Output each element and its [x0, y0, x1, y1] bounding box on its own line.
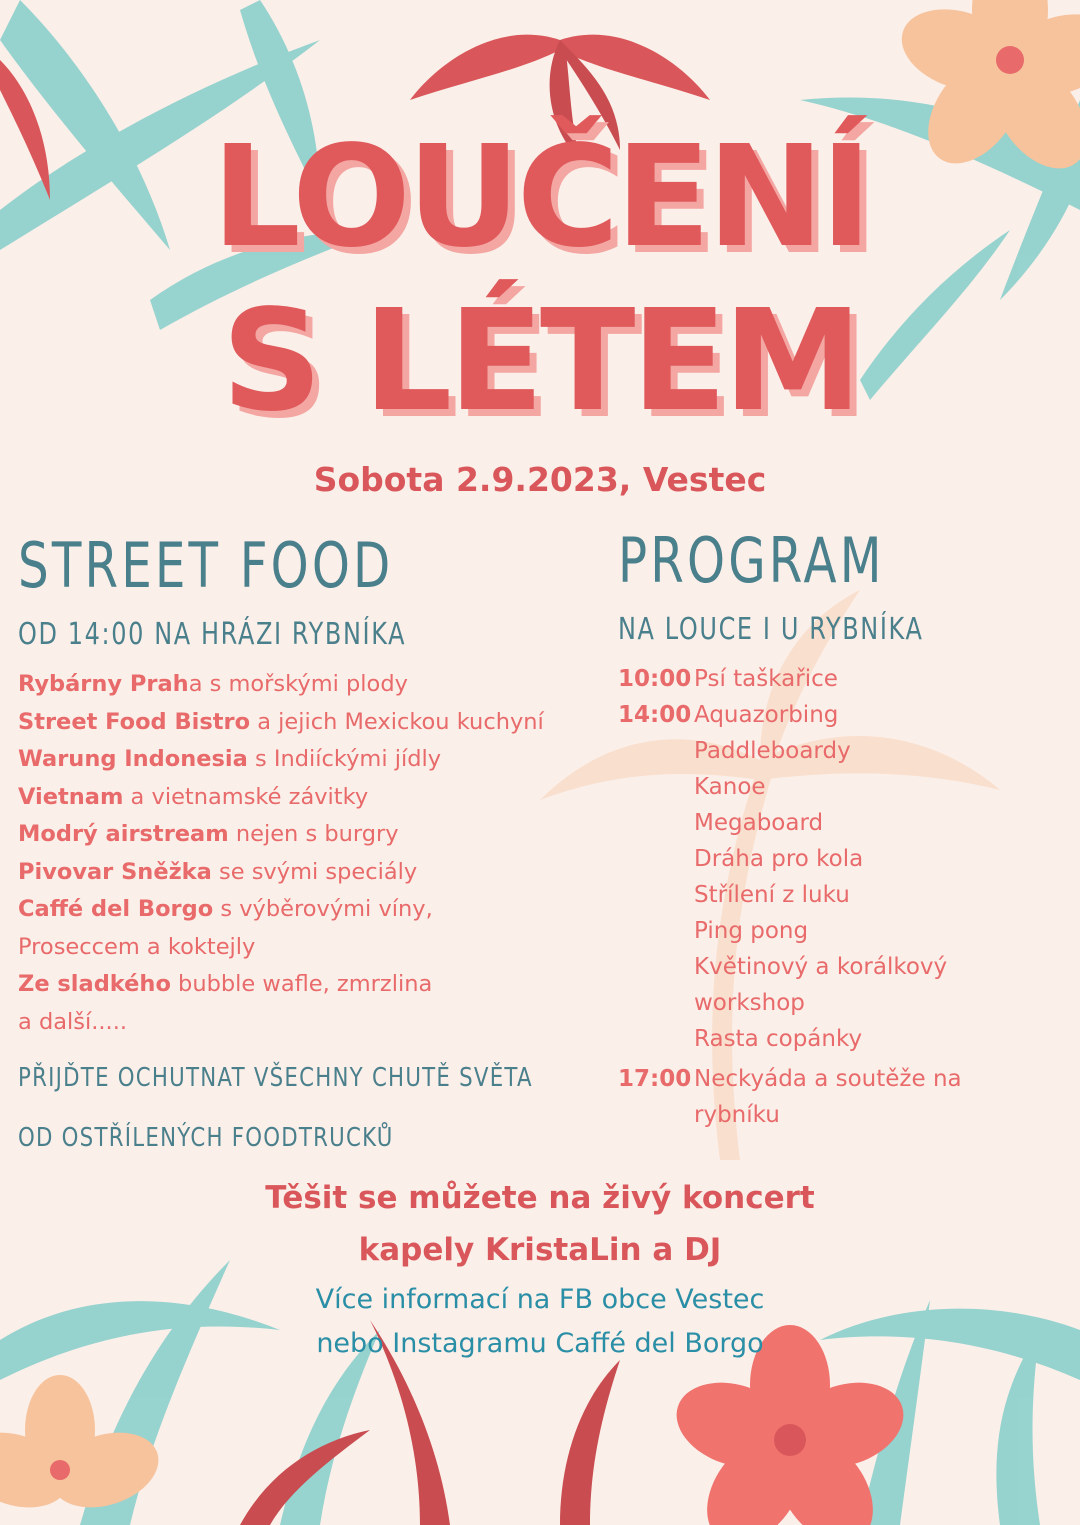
street-food-section — [18, 525, 598, 1161]
program-section — [618, 520, 1058, 1133]
program-item — [618, 1097, 1058, 1133]
program-item — [618, 949, 1058, 985]
title-line-1: LOUČENÍ — [211, 116, 869, 279]
program-time — [618, 985, 694, 1021]
program-activity: Rasta copánky — [694, 1026, 863, 1052]
vendor-desc: a jejich Mexickou kuchyní — [250, 708, 544, 735]
vendor-name: Pivovar Sněžka — [18, 858, 212, 885]
program-item — [618, 697, 1058, 733]
vendor-desc: Proseccem a koktejly — [18, 933, 256, 960]
program-item — [618, 985, 1058, 1021]
title-line-2: S LÉTEM — [221, 280, 859, 443]
program-item — [618, 661, 1058, 697]
vendor-desc: nejen s burgry — [228, 821, 399, 847]
program-activity: Ping pong — [694, 918, 809, 944]
vendor-item — [18, 741, 598, 779]
program-activity: Střílení z luku — [694, 882, 850, 908]
program-time — [618, 805, 694, 841]
vendor-name: Caffé del Borgo — [18, 896, 214, 922]
program-item — [618, 733, 1058, 769]
program-activity: Kanoe — [694, 774, 766, 800]
vendor-desc: a vietnamské závitky — [123, 783, 369, 810]
program-item — [618, 1061, 1058, 1097]
program-item — [618, 913, 1058, 949]
vendor-item — [18, 816, 598, 854]
vendor-desc: s Indiíckými jídly — [247, 746, 442, 772]
vendor-item — [18, 779, 598, 817]
concert-line-2: kapely KristaLin a DJ — [358, 1232, 722, 1268]
program-time — [618, 769, 694, 805]
vendor-name: Modrý airstream — [18, 821, 229, 847]
program-time — [618, 877, 694, 913]
program-item — [618, 769, 1058, 805]
street-food-tagline-1: PŘIJĎTE OCHUTNAT VŠECHNY CHUTĚ SVĚTA — [18, 1063, 533, 1093]
program-activity: rybníku — [694, 1102, 780, 1128]
program-time: 10:00 — [618, 666, 692, 692]
vendor-name: Rybárny Prah — [18, 671, 189, 697]
info-line-1: Více informací na FB obce Vestec — [315, 1284, 765, 1315]
program-activity: Dráha pro kola — [694, 846, 864, 872]
program-time — [618, 949, 694, 985]
program-item — [618, 1021, 1058, 1057]
program-activity: Psí taškařice — [694, 666, 838, 692]
vendor-desc: a další..... — [18, 1008, 127, 1035]
vendor-desc: s výběrovými víny, — [213, 896, 433, 922]
program-list — [618, 661, 1058, 1133]
vendor-desc: se svými speciály — [211, 858, 418, 885]
program-activity: Neckyáda a soutěže na — [694, 1066, 962, 1092]
program-time — [618, 733, 694, 769]
program-time: 14:00 — [618, 702, 692, 728]
vendor-item — [18, 891, 598, 929]
program-time — [618, 913, 694, 949]
vendor-name: Street Food Bistro — [18, 708, 251, 735]
vendor-item — [18, 854, 598, 892]
program-item — [618, 841, 1058, 877]
event-date-place: Sobota 2.9.2023, Vestec — [313, 460, 767, 499]
program-activity: Květinový a korálkový — [694, 954, 948, 980]
vendor-list — [18, 666, 598, 1041]
vendor-item — [18, 929, 598, 967]
program-activity: workshop — [694, 990, 805, 1016]
vendor-desc: bubble wafle, zmrzlina — [170, 971, 433, 997]
program-activity: Aquazorbing — [694, 702, 839, 728]
program-activity: Paddleboardy — [694, 738, 851, 764]
street-food-heading: STREET FOOD — [18, 529, 394, 602]
vendor-item — [18, 704, 598, 742]
vendor-item — [18, 666, 598, 704]
program-item — [618, 877, 1058, 913]
program-heading: PROGRAM — [618, 524, 885, 597]
program-time — [618, 1021, 694, 1057]
program-activity: Megaboard — [694, 810, 824, 836]
vendor-name: Warung Indonesia — [18, 746, 248, 772]
vendor-name: Vietnam — [18, 783, 124, 810]
program-time: 17:00 — [618, 1066, 692, 1092]
program-item — [618, 805, 1058, 841]
vendor-item — [18, 966, 598, 1004]
more-info — [0, 1278, 1080, 1366]
program-time — [618, 841, 694, 877]
street-food-tagline-2: OD OSTŘÍLENÝCH FOODTRUCKŮ — [18, 1123, 394, 1153]
program-time — [618, 1097, 694, 1133]
concert-announcement — [0, 1172, 1080, 1276]
street-food-subheading: OD 14:00 NA HRÁZI RYBNÍKA — [18, 617, 407, 652]
program-subheading: NA LOUCE I U RYBNÍKA — [618, 612, 924, 647]
vendor-name: Ze sladkého — [18, 971, 171, 997]
concert-line-1: Těšit se můžete na živý koncert — [265, 1180, 815, 1216]
vendor-item — [18, 1004, 598, 1042]
info-line-2: nebo Instagramu Caffé del Borgo — [316, 1328, 764, 1359]
vendor-desc: a s mořskými plody — [188, 671, 408, 697]
